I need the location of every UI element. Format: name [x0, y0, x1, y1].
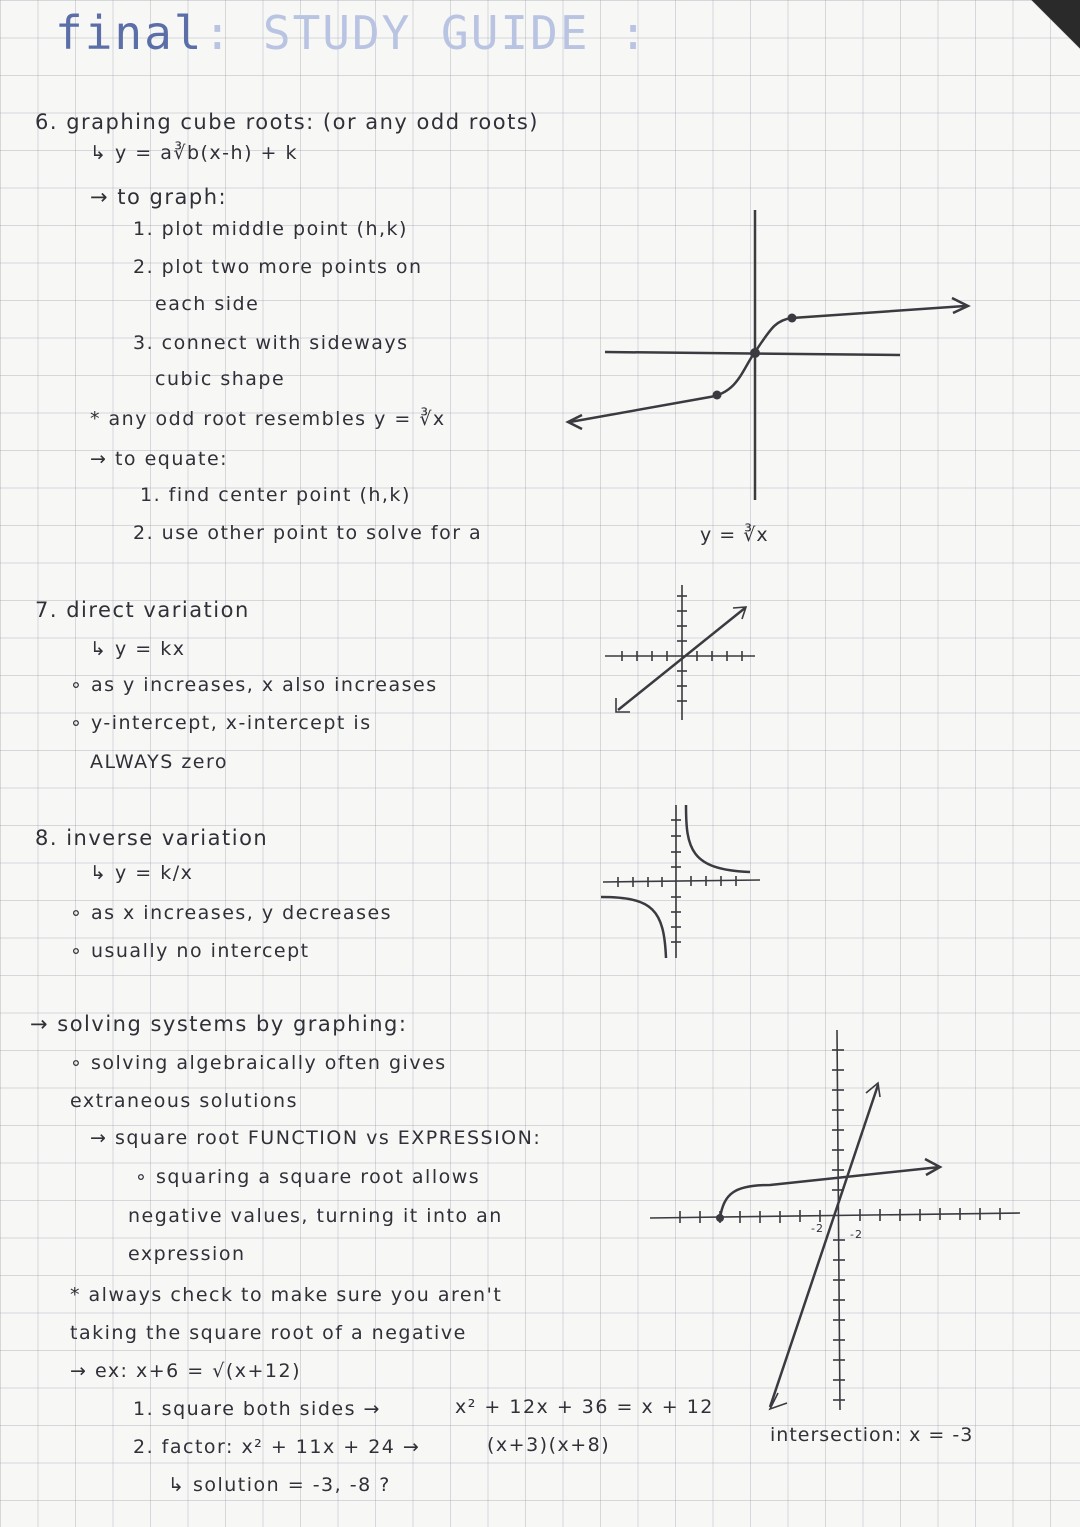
cube-root-graph-label: y = ∛x	[700, 524, 769, 546]
section-6-heading: 6. graphing cube roots: (or any odd roots)	[35, 110, 539, 134]
graph-step-1: 1. plot middle point (h,k)	[133, 218, 408, 240]
tick-label-x: -2	[811, 1222, 824, 1235]
direct-variation-graph	[600, 580, 770, 730]
section-8-formula: ↳ y = k/x	[90, 862, 194, 884]
title-faded: : STUDY GUIDE :	[203, 6, 649, 60]
sub-bullet-2: negative values, turning it into an	[128, 1205, 503, 1227]
sub-bullet-3: expression	[128, 1243, 246, 1265]
equate-step-1: 1. find center point (h,k)	[140, 484, 411, 506]
systems-bullet-1b: extraneous solutions	[70, 1090, 298, 1112]
right-point	[788, 314, 797, 323]
example-step-1: 1. square both sides →	[133, 1398, 381, 1420]
sub-bullet-1: ∘ squaring a square root allows	[135, 1166, 481, 1188]
inverse-variation-graph	[598, 800, 768, 965]
systems-bullet-1: ∘ solving algebraically often gives	[70, 1052, 447, 1074]
section-6-formula: ↳ y = a∛b(x-h) + k	[90, 142, 298, 164]
title-main: final	[55, 6, 204, 60]
section-8-heading: 8. inverse variation	[35, 826, 269, 850]
intersection-label: intersection: x = -3	[770, 1424, 974, 1446]
systems-heading: → solving systems by graphing:	[30, 1012, 408, 1036]
example-step-2-result: (x+3)(x+8)	[487, 1434, 611, 1456]
linear-function-line	[770, 1085, 878, 1407]
section-7-bullet-2: ∘ y-intercept, x-intercept is	[70, 712, 372, 734]
hyperbola-branch-lower	[601, 897, 666, 958]
square-root-curve	[720, 1167, 940, 1218]
graph-step-3b: cubic shape	[155, 368, 286, 390]
example-step-1-result: x² + 12x + 36 = x + 12	[455, 1396, 714, 1418]
example-step-2: 2. factor: x² + 11x + 24 →	[133, 1436, 421, 1458]
page-title	[55, 6, 649, 60]
tick-label-y: -2	[850, 1228, 863, 1241]
graph-step-3a: 3. connect with sideways	[133, 332, 409, 354]
section-8-bullet-1: ∘ as x increases, y decreases	[70, 902, 393, 924]
check-note-2: taking the square root of a negative	[70, 1322, 467, 1344]
page-corner-shadow	[1020, 0, 1080, 60]
odd-root-note: * any odd root resembles y = ∛x	[90, 408, 446, 430]
cube-root-curve	[570, 306, 965, 422]
example-equation: → ex: x+6 = √(x+12)	[70, 1360, 302, 1382]
function-vs-expression: → square root FUNCTION vs EXPRESSION:	[90, 1127, 542, 1149]
section-7-bullet-2b: ALWAYS zero	[90, 751, 228, 773]
equate-step-2: 2. use other point to solve for a	[133, 522, 483, 544]
left-point	[713, 391, 722, 400]
section-8-bullet-2: ∘ usually no intercept	[70, 940, 310, 962]
to-graph-label: → to graph:	[90, 185, 228, 209]
check-note-1: * always check to make sure you aren't	[70, 1284, 503, 1306]
example-solution: ↳ solution = -3, -8 ?	[168, 1474, 391, 1496]
graph-step-2a: 2. plot two more points on	[133, 256, 423, 278]
line-arrow-icon	[866, 1083, 880, 1097]
section-7-heading: 7. direct variation	[35, 598, 250, 622]
section-7-bullet-1: ∘ as y increases, x also increases	[70, 674, 438, 696]
section-7-formula: ↳ y = kx	[90, 638, 186, 660]
y-axis	[837, 1030, 840, 1410]
cube-root-graph	[560, 200, 980, 520]
curve-start-point	[716, 1214, 724, 1222]
graph-step-2b: each side	[155, 293, 260, 315]
hyperbola-branch-upper	[686, 805, 750, 872]
center-point	[750, 348, 760, 358]
systems-graph	[640, 1025, 1030, 1420]
to-equate-label: → to equate:	[90, 448, 229, 470]
